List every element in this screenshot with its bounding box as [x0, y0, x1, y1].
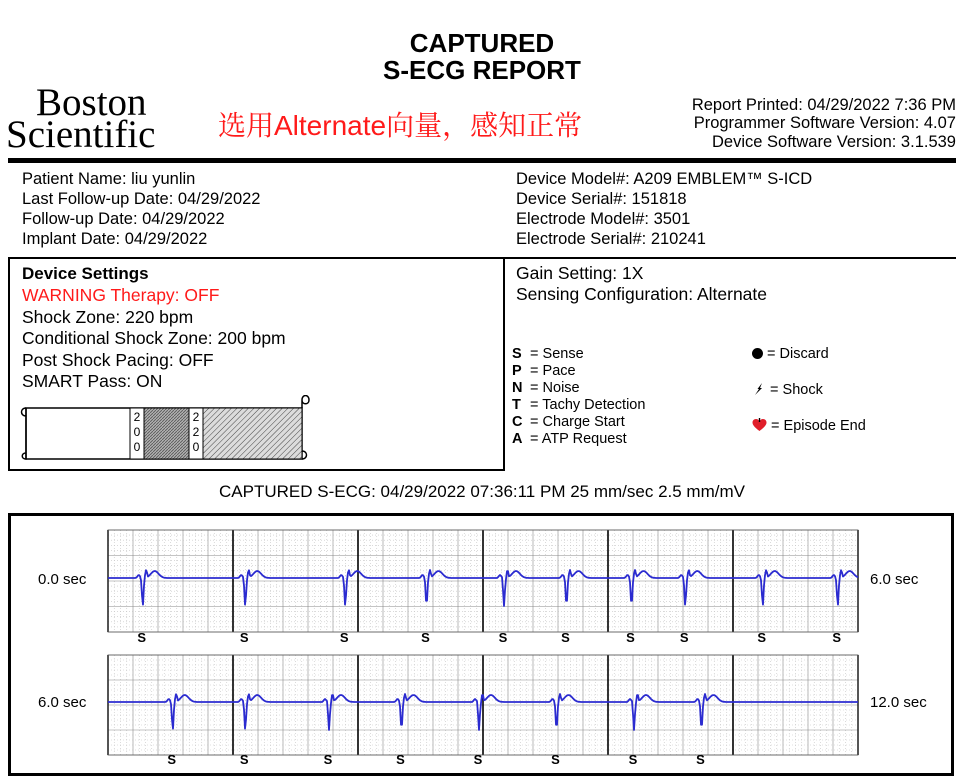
- device-model: Device Model#: A209 EMBLEM™ S-ICD: [516, 170, 813, 188]
- logo-scientific: Scientific: [6, 113, 156, 156]
- zone-digit: 0: [133, 440, 141, 454]
- report-printed: Report Printed: 04/29/2022 7:36 PM: [691, 96, 956, 114]
- therapy-warning: WARNING Therapy: OFF: [22, 285, 220, 305]
- sensing-configuration: Sensing Configuration: Alternate: [516, 284, 767, 304]
- row2-start-time: 6.0 sec: [38, 694, 87, 711]
- smart-pass: SMART Pass: ON: [22, 371, 163, 391]
- electrode-model: Electrode Model#: 3501: [516, 210, 691, 228]
- logo-boston: Boston: [36, 81, 147, 124]
- zone-digit: 0: [133, 425, 141, 439]
- report-title-line1: CAPTURED: [409, 28, 555, 58]
- legend-shock: = Shock: [752, 382, 823, 399]
- shock-zone: Shock Zone: 220 bpm: [22, 307, 194, 327]
- last-followup-date: Last Follow-up Date: 04/29/2022: [22, 190, 261, 208]
- sense-marker: S: [679, 630, 689, 645]
- ecg-caption: CAPTURED S-ECG: 04/29/2022 07:36:11 PM 25 mm/sec 2.5 mm/mV: [219, 482, 745, 501]
- sense-marker: S: [137, 630, 147, 645]
- legend-item: N = Noise: [512, 380, 580, 396]
- sense-marker: S: [498, 630, 508, 645]
- row1-start-time: 0.0 sec: [38, 571, 87, 588]
- legend-item: T = Tachy Detection: [512, 397, 646, 413]
- sense-marker: S: [396, 752, 405, 767]
- sense-marker: S: [421, 630, 430, 645]
- implant-date: Implant Date: 04/29/2022: [22, 230, 208, 248]
- legend-item: A = ATP Request: [512, 431, 627, 447]
- sense-marker: S: [628, 752, 638, 767]
- sense-marker: S: [323, 752, 333, 767]
- sense-marker: S: [696, 752, 705, 767]
- gain-setting: Gain Setting: 1X: [516, 263, 644, 283]
- post-shock-pacing: Post Shock Pacing: OFF: [22, 350, 214, 370]
- sense-marker: S: [551, 752, 560, 767]
- followup-date: Follow-up Date: 04/29/2022: [22, 210, 225, 228]
- sense-marker: S: [339, 630, 349, 645]
- zone-digit: 0: [192, 440, 200, 454]
- sense-marker: S: [561, 630, 570, 645]
- row2-end-time: 12.0 sec: [870, 694, 927, 711]
- device-version: Device Software Version: 3.1.539: [712, 133, 956, 151]
- zone-digit: 2: [192, 410, 200, 424]
- row1-end-time: 6.0 sec: [870, 571, 919, 588]
- device-serial: Device Serial#: 151818: [516, 190, 687, 208]
- sense-marker: S: [757, 630, 767, 645]
- conditional-shock-zone: Conditional Shock Zone: 200 bpm: [22, 328, 286, 348]
- sense-marker: S: [832, 630, 842, 645]
- chinese-annotation: 选用Alternate向量，感知正常: [218, 110, 583, 141]
- sense-marker: S: [167, 752, 177, 767]
- zone-digit: 2: [192, 425, 200, 439]
- legend-item: S = Sense: [512, 346, 584, 362]
- legend-item: P = Pace: [512, 363, 576, 379]
- sense-marker: S: [239, 630, 249, 645]
- legend-item: C = Charge Start: [512, 414, 625, 430]
- sense-marker: S: [239, 752, 249, 767]
- legend-discard: = Discard: [752, 346, 829, 363]
- report-title-line2: S-ECG REPORT: [383, 55, 581, 85]
- settings-heading: Device Settings: [22, 264, 149, 283]
- patient-name: Patient Name: liu yunlin: [22, 170, 196, 188]
- programmer-version: Programmer Software Version: 4.07: [693, 114, 956, 132]
- zone-digit: 2: [133, 410, 141, 424]
- electrode-serial: Electrode Serial#: 210241: [516, 230, 706, 248]
- sense-marker: S: [473, 752, 483, 767]
- sense-marker: S: [626, 630, 635, 645]
- legend-episode-end: = Episode End: [752, 418, 866, 435]
